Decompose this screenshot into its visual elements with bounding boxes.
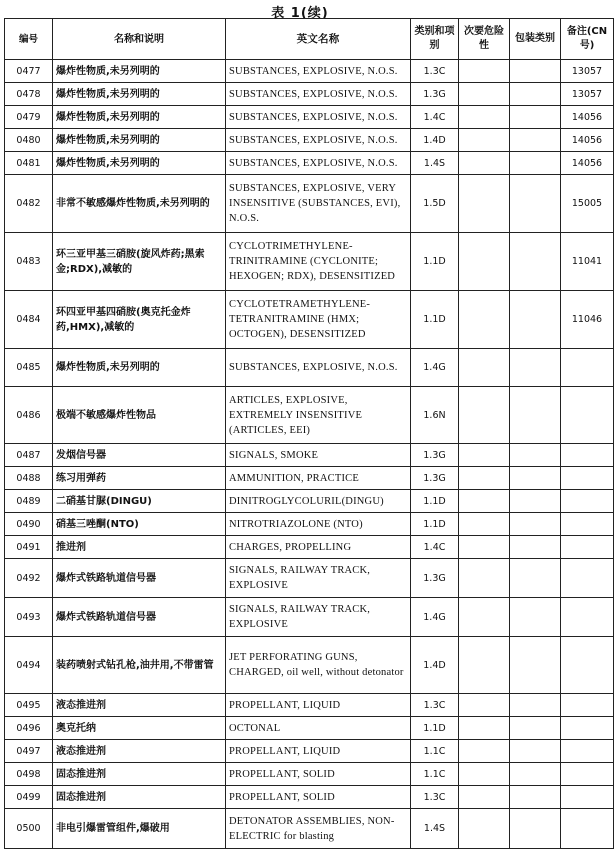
table-row bbox=[5, 83, 614, 106]
cell-subsidiary bbox=[459, 490, 510, 513]
cell-packing bbox=[510, 349, 561, 387]
cell-packing bbox=[510, 83, 561, 106]
cell-note bbox=[561, 387, 614, 444]
cell-number: 0496 bbox=[5, 717, 53, 740]
cell-class: 1.4S bbox=[411, 152, 459, 175]
cell-english: CHARGES, PROPELLING bbox=[226, 536, 411, 559]
cell-subsidiary bbox=[459, 717, 510, 740]
header-english-name: 英文名称 bbox=[226, 19, 411, 60]
cell-number: 0479 bbox=[5, 106, 53, 129]
dangerous-goods-table bbox=[4, 18, 614, 849]
cell-class: 1.6N bbox=[411, 387, 459, 444]
cell-note bbox=[561, 717, 614, 740]
cell-subsidiary bbox=[459, 809, 510, 849]
cell-english: AMMUNITION, PRACTICE bbox=[226, 467, 411, 490]
table-row bbox=[5, 694, 614, 717]
cell-subsidiary bbox=[459, 349, 510, 387]
cell-number: 0491 bbox=[5, 536, 53, 559]
cell-number: 0490 bbox=[5, 513, 53, 536]
cell-number: 0500 bbox=[5, 809, 53, 849]
table-row bbox=[5, 809, 614, 849]
cell-number: 0484 bbox=[5, 291, 53, 349]
table-row bbox=[5, 467, 614, 490]
cell-packing bbox=[510, 444, 561, 467]
cell-packing bbox=[510, 809, 561, 849]
table-row bbox=[5, 637, 614, 694]
cell-english: CYCLOTETRAMETHYLENE-TETRANITRAMINE (HMX; OCTOGEN), DESENSITIZED bbox=[226, 291, 411, 349]
cell-note bbox=[561, 349, 614, 387]
cell-number: 0499 bbox=[5, 786, 53, 809]
cell-packing bbox=[510, 598, 561, 637]
cell-number: 0497 bbox=[5, 740, 53, 763]
cell-name: 装药喷射式钻孔枪,油井用,不带雷管 bbox=[53, 637, 226, 694]
cell-subsidiary bbox=[459, 152, 510, 175]
cell-packing bbox=[510, 513, 561, 536]
cell-subsidiary bbox=[459, 467, 510, 490]
cell-name: 爆炸性物质,未另列明的 bbox=[53, 129, 226, 152]
cell-name: 爆炸性物质,未另列明的 bbox=[53, 60, 226, 83]
cell-english: JET PERFORATING GUNS, CHARGED, oil well, without detonator bbox=[226, 637, 411, 694]
cell-number: 0493 bbox=[5, 598, 53, 637]
cell-english: PROPELLANT, SOLID bbox=[226, 786, 411, 809]
cell-class: 1.1D bbox=[411, 513, 459, 536]
header-row bbox=[5, 19, 614, 60]
cell-name: 非电引爆雷管组件,爆破用 bbox=[53, 809, 226, 849]
cell-note bbox=[561, 740, 614, 763]
header-packing-group: 包装类别 bbox=[510, 19, 561, 60]
cell-name: 非常不敏感爆炸性物质,未另列明的 bbox=[53, 175, 226, 233]
cell-note bbox=[561, 559, 614, 598]
cell-class: 1.3G bbox=[411, 559, 459, 598]
cell-note: 13057 bbox=[561, 60, 614, 83]
cell-english: SUBSTANCES, EXPLOSIVE, N.O.S. bbox=[226, 349, 411, 387]
cell-packing bbox=[510, 763, 561, 786]
header-class: 类别和项别 bbox=[411, 19, 459, 60]
table-row bbox=[5, 106, 614, 129]
cell-packing bbox=[510, 490, 561, 513]
cell-class: 1.3G bbox=[411, 444, 459, 467]
cell-class: 1.4D bbox=[411, 637, 459, 694]
cell-number: 0478 bbox=[5, 83, 53, 106]
table-row bbox=[5, 60, 614, 83]
cell-class: 1.5D bbox=[411, 175, 459, 233]
cell-class: 1.1D bbox=[411, 490, 459, 513]
cell-english: SUBSTANCES, EXPLOSIVE, N.O.S. bbox=[226, 129, 411, 152]
table-row bbox=[5, 598, 614, 637]
cell-packing bbox=[510, 740, 561, 763]
cell-subsidiary bbox=[459, 60, 510, 83]
cell-english: PROPELLANT, SOLID bbox=[226, 763, 411, 786]
cell-number: 0488 bbox=[5, 467, 53, 490]
cell-packing bbox=[510, 291, 561, 349]
cell-subsidiary bbox=[459, 637, 510, 694]
cell-english: ARTICLES, EXPLOSIVE, EXTREMELY INSENSITIVE (ARTICLES, EEI) bbox=[226, 387, 411, 444]
cell-packing bbox=[510, 637, 561, 694]
cell-name: 硝基三唑酮(NTO) bbox=[53, 513, 226, 536]
table-row bbox=[5, 559, 614, 598]
cell-english: SIGNALS, RAILWAY TRACK, EXPLOSIVE bbox=[226, 598, 411, 637]
cell-class: 1.4G bbox=[411, 598, 459, 637]
cell-subsidiary bbox=[459, 291, 510, 349]
cell-note: 14056 bbox=[561, 152, 614, 175]
cell-name: 二硝基甘脲(DINGU) bbox=[53, 490, 226, 513]
table-title: 表 1(续) bbox=[271, 6, 329, 21]
header-note: 备注(CN号) bbox=[561, 19, 614, 60]
cell-class: 1.4C bbox=[411, 536, 459, 559]
cell-name: 奥克托纳 bbox=[53, 717, 226, 740]
cell-packing bbox=[510, 467, 561, 490]
cell-english: PROPELLANT, LIQUID bbox=[226, 740, 411, 763]
cell-subsidiary bbox=[459, 536, 510, 559]
table-row bbox=[5, 233, 614, 291]
cell-number: 0495 bbox=[5, 694, 53, 717]
cell-number: 0486 bbox=[5, 387, 53, 444]
table-row bbox=[5, 444, 614, 467]
cell-class: 1.1D bbox=[411, 717, 459, 740]
cell-packing bbox=[510, 536, 561, 559]
cell-number: 0492 bbox=[5, 559, 53, 598]
cell-class: 1.4S bbox=[411, 809, 459, 849]
cell-note: 13057 bbox=[561, 83, 614, 106]
cell-english: SIGNALS, RAILWAY TRACK, EXPLOSIVE bbox=[226, 559, 411, 598]
cell-number: 0485 bbox=[5, 349, 53, 387]
cell-packing bbox=[510, 175, 561, 233]
cell-name: 固态推进剂 bbox=[53, 786, 226, 809]
cell-name: 爆炸性物质,未另列明的 bbox=[53, 152, 226, 175]
cell-number: 0489 bbox=[5, 490, 53, 513]
cell-name: 液态推进剂 bbox=[53, 740, 226, 763]
cell-english: PROPELLANT, LIQUID bbox=[226, 694, 411, 717]
cell-class: 1.1C bbox=[411, 763, 459, 786]
cell-class: 1.4C bbox=[411, 106, 459, 129]
cell-english: SIGNALS, SMOKE bbox=[226, 444, 411, 467]
cell-note: 14056 bbox=[561, 106, 614, 129]
cell-number: 0487 bbox=[5, 444, 53, 467]
cell-english: SUBSTANCES, EXPLOSIVE, N.O.S. bbox=[226, 60, 411, 83]
table-row bbox=[5, 291, 614, 349]
cell-note bbox=[561, 490, 614, 513]
cell-name: 爆炸性物质,未另列明的 bbox=[53, 349, 226, 387]
cell-class: 1.3C bbox=[411, 60, 459, 83]
cell-note bbox=[561, 467, 614, 490]
cell-number: 0480 bbox=[5, 129, 53, 152]
cell-note bbox=[561, 694, 614, 717]
cell-class: 1.3G bbox=[411, 83, 459, 106]
cell-name: 环四亚甲基四硝胺(奥克托金炸药,HMX),减敏的 bbox=[53, 291, 226, 349]
cell-note bbox=[561, 598, 614, 637]
cell-subsidiary bbox=[459, 598, 510, 637]
cell-subsidiary bbox=[459, 233, 510, 291]
cell-subsidiary bbox=[459, 694, 510, 717]
cell-name: 爆炸式铁路轨道信号器 bbox=[53, 598, 226, 637]
table-row bbox=[5, 536, 614, 559]
header-number: 编号 bbox=[5, 19, 53, 60]
cell-note bbox=[561, 786, 614, 809]
cell-english: SUBSTANCES, EXPLOSIVE, N.O.S. bbox=[226, 152, 411, 175]
cell-number: 0483 bbox=[5, 233, 53, 291]
cell-note: 11046 bbox=[561, 291, 614, 349]
cell-subsidiary bbox=[459, 740, 510, 763]
cell-english: NITROTRIAZOLONE (NTO) bbox=[226, 513, 411, 536]
cell-class: 1.1C bbox=[411, 740, 459, 763]
cell-note bbox=[561, 763, 614, 786]
cell-name: 爆炸性物质,未另列明的 bbox=[53, 106, 226, 129]
cell-name: 液态推进剂 bbox=[53, 694, 226, 717]
cell-subsidiary bbox=[459, 387, 510, 444]
table-row bbox=[5, 490, 614, 513]
cell-english: DINITROGLYCOLURIL(DINGU) bbox=[226, 490, 411, 513]
cell-note bbox=[561, 809, 614, 849]
cell-subsidiary bbox=[459, 175, 510, 233]
cell-packing bbox=[510, 559, 561, 598]
cell-number: 0498 bbox=[5, 763, 53, 786]
cell-note bbox=[561, 637, 614, 694]
cell-note bbox=[561, 444, 614, 467]
cell-packing bbox=[510, 786, 561, 809]
cell-name: 爆炸式铁路轨道信号器 bbox=[53, 559, 226, 598]
cell-packing bbox=[510, 694, 561, 717]
table-row bbox=[5, 740, 614, 763]
table-row bbox=[5, 763, 614, 786]
cell-note: 15005 bbox=[561, 175, 614, 233]
cell-english: DETONATOR ASSEMBLIES, NON-ELECTRIC for blasting bbox=[226, 809, 411, 849]
cell-subsidiary bbox=[459, 513, 510, 536]
cell-class: 1.3C bbox=[411, 786, 459, 809]
cell-number: 0477 bbox=[5, 60, 53, 83]
cell-class: 1.3C bbox=[411, 694, 459, 717]
cell-class: 1.3G bbox=[411, 467, 459, 490]
cell-number: 0494 bbox=[5, 637, 53, 694]
cell-packing bbox=[510, 233, 561, 291]
header-name: 名称和说明 bbox=[53, 19, 226, 60]
cell-subsidiary bbox=[459, 559, 510, 598]
cell-english: SUBSTANCES, EXPLOSIVE, N.O.S. bbox=[226, 83, 411, 106]
table-row bbox=[5, 513, 614, 536]
cell-class: 1.4G bbox=[411, 349, 459, 387]
cell-number: 0481 bbox=[5, 152, 53, 175]
cell-number: 0482 bbox=[5, 175, 53, 233]
table-row bbox=[5, 349, 614, 387]
cell-name: 固态推进剂 bbox=[53, 763, 226, 786]
cell-name: 练习用弹药 bbox=[53, 467, 226, 490]
cell-name: 爆炸性物质,未另列明的 bbox=[53, 83, 226, 106]
cell-name: 发烟信号器 bbox=[53, 444, 226, 467]
cell-subsidiary bbox=[459, 83, 510, 106]
cell-note: 11041 bbox=[561, 233, 614, 291]
cell-subsidiary bbox=[459, 763, 510, 786]
cell-packing bbox=[510, 60, 561, 83]
cell-class: 1.4D bbox=[411, 129, 459, 152]
cell-english: SUBSTANCES, EXPLOSIVE, N.O.S. bbox=[226, 106, 411, 129]
cell-name: 环三亚甲基三硝胺(旋风炸药;黑索金;RDX),减敏的 bbox=[53, 233, 226, 291]
cell-english: OCTONAL bbox=[226, 717, 411, 740]
cell-note bbox=[561, 513, 614, 536]
cell-subsidiary bbox=[459, 129, 510, 152]
table-row bbox=[5, 129, 614, 152]
cell-name: 推进剂 bbox=[53, 536, 226, 559]
cell-class: 1.1D bbox=[411, 291, 459, 349]
cell-subsidiary bbox=[459, 444, 510, 467]
table-row bbox=[5, 175, 614, 233]
cell-packing bbox=[510, 387, 561, 444]
table-row bbox=[5, 387, 614, 444]
table-body bbox=[5, 60, 614, 849]
cell-packing bbox=[510, 152, 561, 175]
cell-english: SUBSTANCES, EXPLOSIVE, VERY INSENSITIVE (SUBSTANCES, EVI), N.O.S. bbox=[226, 175, 411, 233]
cell-english: CYCLOTRIMETHYLENE-TRINITRAMINE (CYCLONITE; HEXOGEN; RDX), DESENSITIZED bbox=[226, 233, 411, 291]
table-row bbox=[5, 152, 614, 175]
cell-subsidiary bbox=[459, 786, 510, 809]
cell-class: 1.1D bbox=[411, 233, 459, 291]
table-row bbox=[5, 717, 614, 740]
table-row bbox=[5, 786, 614, 809]
cell-packing bbox=[510, 717, 561, 740]
cell-packing bbox=[510, 106, 561, 129]
cell-name: 极端不敏感爆炸性物品 bbox=[53, 387, 226, 444]
cell-packing bbox=[510, 129, 561, 152]
cell-subsidiary bbox=[459, 106, 510, 129]
cell-note bbox=[561, 536, 614, 559]
header-subsidiary-risk: 次要危险性 bbox=[459, 19, 510, 60]
cell-note: 14056 bbox=[561, 129, 614, 152]
